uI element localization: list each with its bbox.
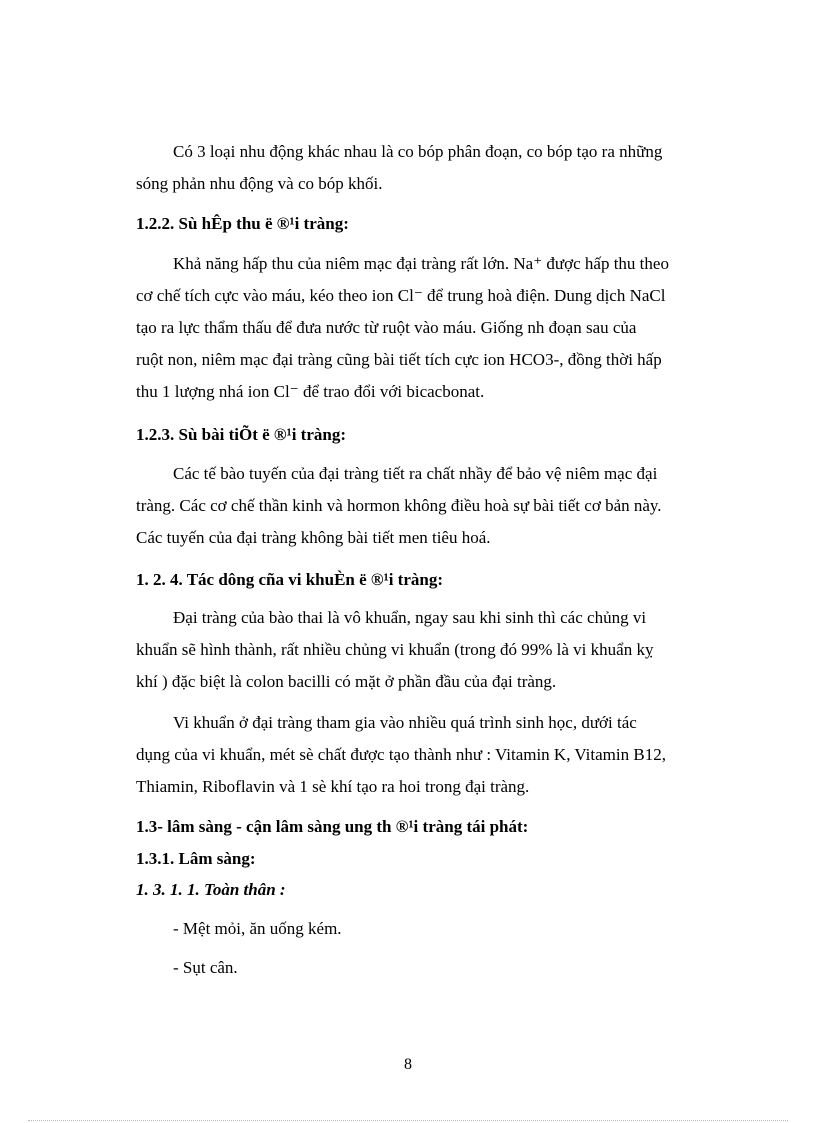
paragraph-peristalsis	[136, 136, 742, 200]
heading-1-3: 1.3- lâm sàng - cận lâm sàng ung th ®¹i tràng tái phát:	[136, 817, 529, 836]
paragraph-line: Khả năng hấp thu của niêm mạc đại tràng rất lớn. Na⁺ được hấp thu theo	[173, 254, 669, 273]
paragraph-line: thu 1 lượng nhá ion Cl⁻ để trao đổi với bicacbonat.	[136, 382, 485, 401]
paragraph-line: tạo ra lực thẩm thấu để đưa nước từ ruột vào máu. Giống nh đoạn sau của	[136, 318, 637, 337]
heading-1-3-1: 1.3.1. Lâm sàng:	[136, 849, 256, 868]
paragraph-bacteria	[136, 602, 742, 698]
paragraph-absorption	[136, 248, 742, 408]
paragraph-secretion	[136, 458, 742, 554]
bottom-rule	[28, 1120, 788, 1121]
paragraph-bacteria-function	[136, 707, 742, 803]
paragraph-line: Các tế bào tuyến của đại tràng tiết ra chất nhầy để bảo vệ niêm mạc đại	[173, 464, 658, 483]
paragraph-line: Vi khuẩn ở đại tràng tham gia vào nhiều quá trình sinh học, dưới tác	[173, 713, 637, 732]
paragraph-line: tràng. Các cơ chế thần kinh và hormon không điều hoà sự bài tiết cơ bản này.	[136, 496, 662, 515]
paragraph-line: Thiamin, Riboflavin và 1 sè khí tạo ra hoi trong đại tràng.	[136, 777, 530, 796]
heading-1-3-1-1: 1. 3. 1. 1. Toàn thân :	[136, 880, 286, 899]
heading-1-2-4: 1. 2. 4. Tác dông cña vi khuÈn ë ®¹i tràng:	[136, 570, 444, 589]
paragraph-line: khuẩn sẽ hình thành, rất nhiều chủng vi khuẩn (trong đó 99% là vi khuẩn kỵ	[136, 640, 654, 659]
paragraph-line: Có 3 loại nhu động khác nhau là co bóp phân đoạn, co bóp tạo ra những	[173, 142, 663, 161]
paragraph-line: Các tuyến của đại tràng không bài tiết men tiêu hoá.	[136, 528, 491, 547]
list-item-fatigue: - Mệt mỏi, ăn uống kém.	[173, 919, 342, 938]
list-item-weight-loss: - Sụt cân.	[173, 958, 238, 977]
heading-1-2-2: 1.2.2. Sù hÊp thu ë ®¹i tràng:	[136, 214, 349, 233]
paragraph-line: sóng phản nhu động và co bóp khối.	[136, 174, 383, 193]
paragraph-line: Đại tràng của bào thai là vô khuẩn, ngay sau khi sinh thì các chủng vi	[173, 608, 647, 627]
heading-1-2-3: 1.2.3. Sù bài tiÕt ë ®¹i tràng:	[136, 425, 346, 444]
page-number: 8	[404, 1056, 412, 1073]
paragraph-line: khí ) đặc biệt là colon bacilli có mặt ở phần đầu của đại tràng.	[136, 672, 557, 691]
paragraph-line: ruột non, niêm mạc đại tràng cũng bài tiết tích cực ion HCO3-, đồng thời hấp	[136, 350, 662, 369]
paragraph-line: dụng của vi khuẩn, mét sè chất được tạo thành như : Vitamin K, Vitamin B12,	[136, 745, 666, 764]
paragraph-line: cơ chế tích cực vào máu, kéo theo ion Cl⁻ để trung hoà điện. Dung dịch NaCl	[136, 286, 666, 305]
